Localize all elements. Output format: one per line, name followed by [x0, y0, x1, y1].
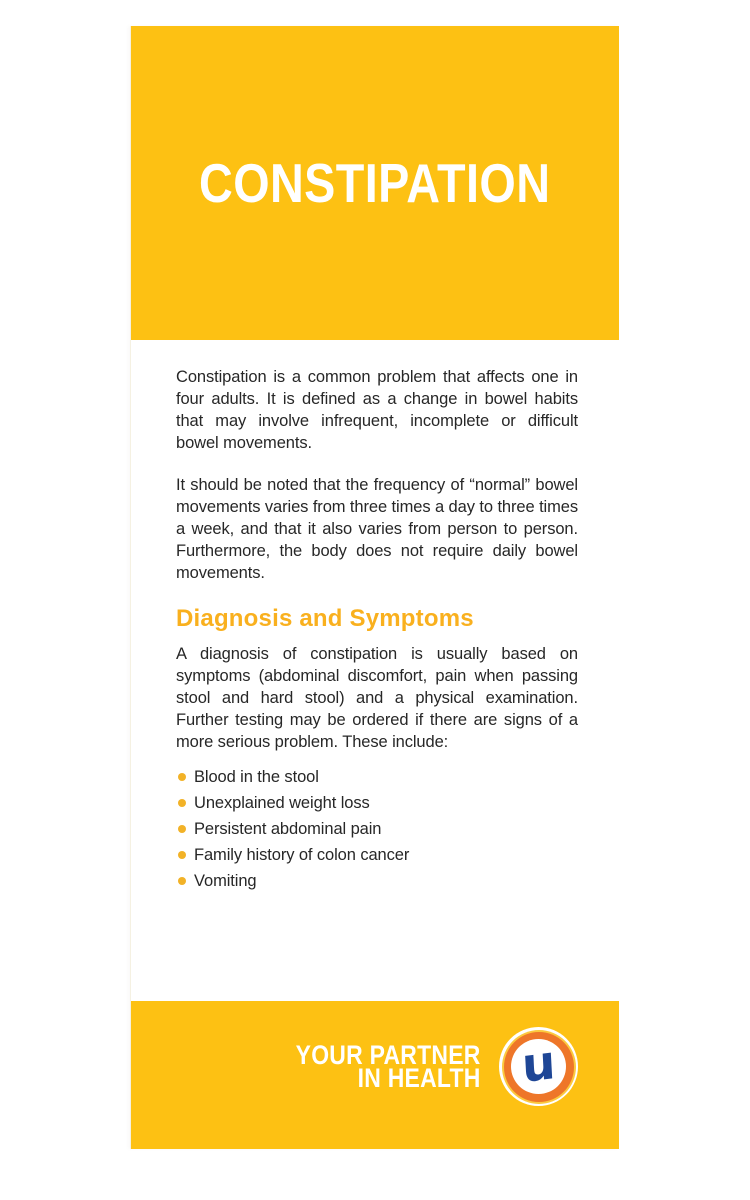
- logo-white-disc: [511, 1034, 566, 1095]
- bullet-dot-icon: [178, 825, 186, 833]
- intro-paragraph-1: Constipation is a common problem that affects one in four adults. It is defined as a change in bowel habits that may involve infrequent, incomplete or difficult bowel movements.: [176, 368, 578, 452]
- intro-paragraph-2: It should be noted that the frequency of “normal” bowel movements varies from three times a day to three times a week, and that it also varies from person to person. Furthermore, the body does not require daily bowel movements.: [176, 476, 578, 582]
- bullet-dot-icon: [178, 773, 186, 781]
- page-title: CONSTIPATION: [199, 152, 551, 214]
- body-content: [131, 340, 619, 1001]
- list-item-label: Unexplained weight loss: [194, 794, 370, 812]
- logo-orange-ring: [504, 1032, 574, 1102]
- header-banner: [131, 26, 619, 340]
- bullet-dot-icon: [178, 851, 186, 859]
- footer-banner: [131, 1001, 619, 1149]
- logo-letter: u: [520, 1034, 557, 1095]
- list-item-label: Vomiting: [194, 872, 257, 890]
- brochure-page: [130, 26, 619, 1149]
- list-item: [176, 790, 578, 816]
- list-item: [176, 764, 578, 790]
- logo-yellow-ring: [502, 1030, 576, 1104]
- bullet-dot-icon: [178, 877, 186, 885]
- symptoms-list: [176, 764, 578, 894]
- section-heading: Diagnosis and Symptoms: [176, 605, 474, 632]
- list-item-label: Family history of colon cancer: [194, 846, 410, 864]
- tagline-line-2: IN HEALTH: [358, 1062, 481, 1093]
- list-item: [176, 816, 578, 842]
- u-logo-icon: [499, 1027, 578, 1106]
- bullet-dot-icon: [178, 799, 186, 807]
- section-paragraph: A diagnosis of constipation is usually based on symptoms (abdominal discomfort, pain when passing stool and hard stool) and a physical examination. Further testing may be ordered if there are signs of a more serious problem. These include:: [176, 645, 578, 751]
- list-item-label: Persistent abdominal pain: [194, 820, 382, 838]
- tagline: [296, 1039, 481, 1093]
- tagline-line-1: YOUR PARTNER: [296, 1039, 481, 1070]
- list-item: [176, 842, 578, 868]
- list-item-label: Blood in the stool: [194, 768, 319, 786]
- list-item: [176, 868, 578, 894]
